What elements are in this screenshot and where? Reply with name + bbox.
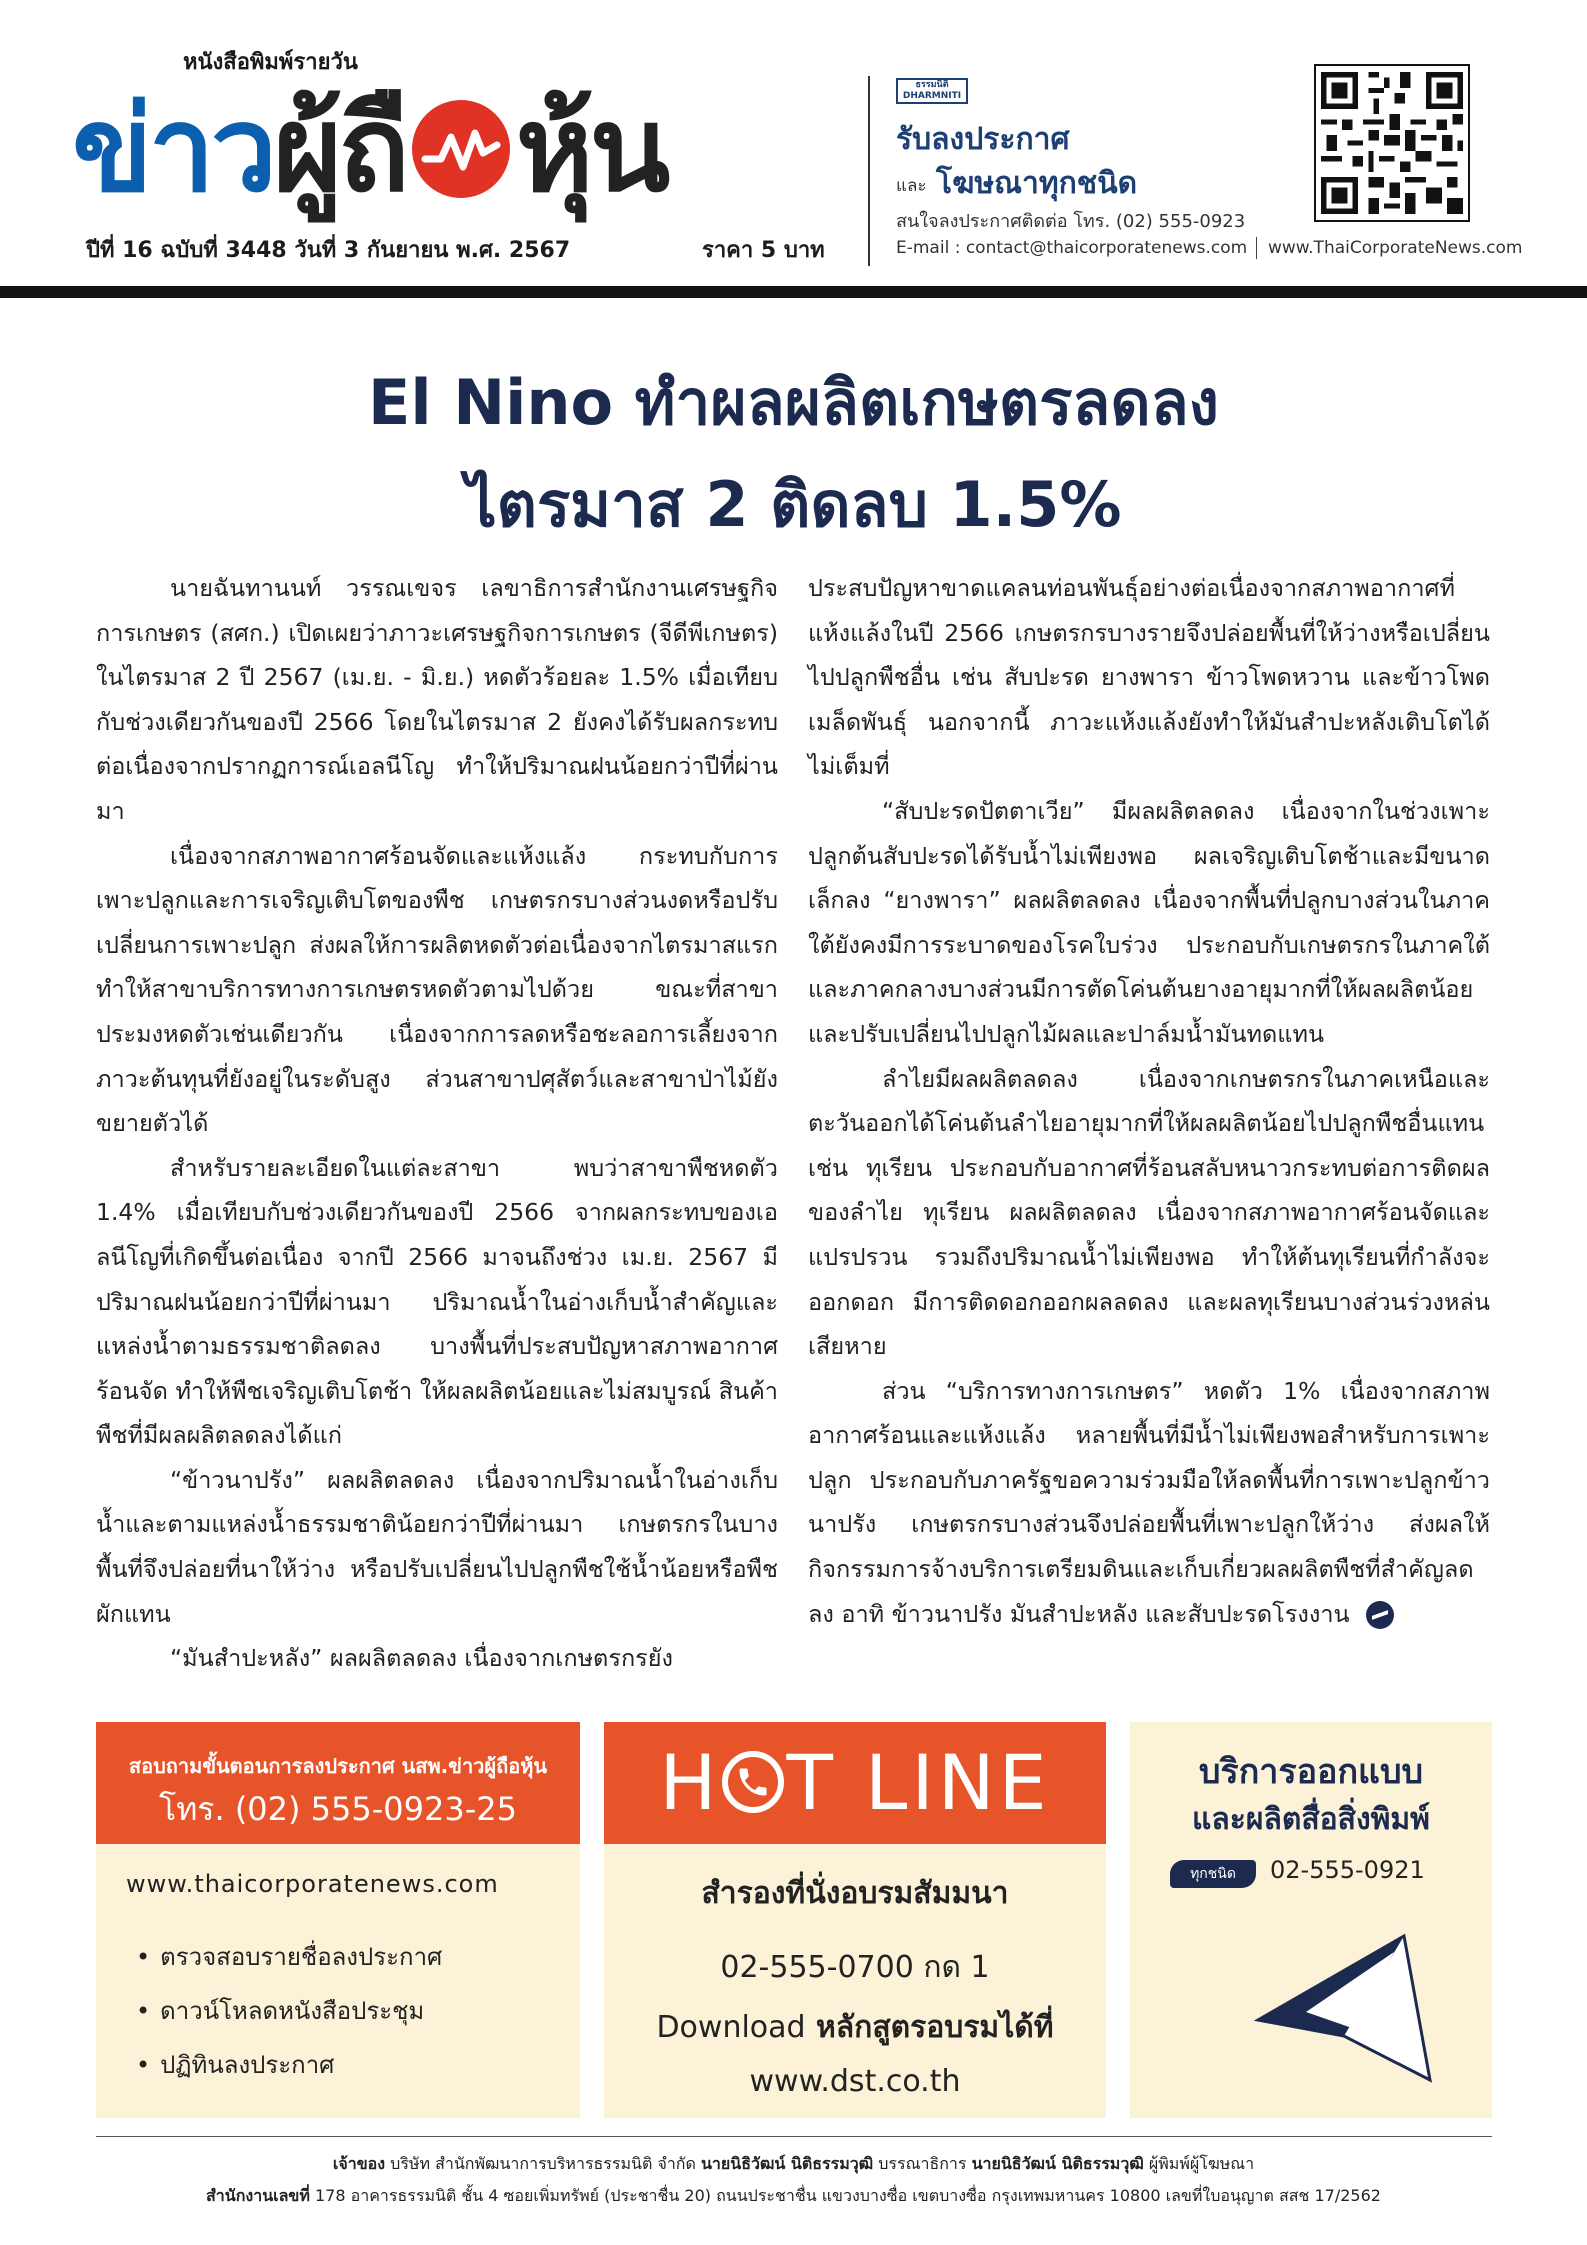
dharmniti-badge: [896, 78, 968, 104]
hotline-header: [604, 1722, 1106, 1844]
thaicorporatenews-link[interactable]: www.thaicorporatenews.com: [126, 1870, 499, 1898]
article-paragraph: ลำไยมีผลผลิตลดลง เนื่องจากเกษตรกรในภาคเหนือและตะวันออกได้โค่นต้นลำไยอายุมากที่ให้ผลผลิตน้อยไปปลูกพืชอื่นแทน เช่น ทุเรียน ประกอบกับอากาศที่ร้อนสลับหนาวกระทบต่อการติดผลของลำไย ทุเรียน ผลผลิตลดลง เนื่องจากสภาพอากาศร้อนจัดและแปรปรวน รวมถึงปริมาณน้ำไม่เพียงพอ ทำให้ต้นทุเรียนที่กำลังจะออกดอก มีการติดดอกออกผลลดลง และผลทุเรียนบางส่วนร่วงหล่นเสียหาย: [808, 1064, 1490, 1361]
design-service-phone: 02-555-0921: [1270, 1856, 1425, 1884]
article-paragraph: “ข้าวนาปรัง” ผลผลิตลดลง เนื่องจากปริมาณน้ำในอ่างเก็บน้ำและตามแหล่งน้ำธรรมชาติน้อยกว่าปีที่ผ่านมา เกษตรกรในบางพื้นที่จึงปล่อยที่นาให้ว่าง หรือปรับเปลี่ยนไปปลูกพืชใช้น้ำน้อยหรือพืชผักแทน: [96, 1465, 778, 1628]
editor-name: นายนิธิวัฒน์ นิติธรรมวุฒิ: [700, 2154, 874, 2173]
article-column-left: [96, 566, 778, 1681]
download-word: Download: [656, 2010, 806, 2045]
design-service-title: บริการออกแบบ: [1198, 1752, 1424, 1792]
article-end-icon: [1366, 1601, 1394, 1629]
design-service-subtitle: และผลิตสื่อสิ่งพิมพ์: [1192, 1802, 1430, 1837]
list-item: • ตรวจสอบรายชื่อลงประกาศ: [136, 1930, 442, 1984]
article-paragraph: “สับปะรดปัตตาเวีย” มีผลผลิตลดลง เนื่องจากในช่วงเพาะปลูกต้นสับปะรดได้รับน้ำไม่เพียงพอ ผลเจริญเติบโตช้าและมีขนาดเล็กลง “ยางพารา” ผลผลิตลดลง เนื่องจากพื้นที่ปลูกบางส่วนในภาคใต้ยังคงมีการระบาดของโรคใบร่วง ประกอบกับเกษตรกรในภาคใต้และภาคกลางบางส่วนมีการตัดโค่นต้นยางอายุมากที่ให้ผลผลิตน้อย และปรับเปลี่ยนไปปลูกไม้ผลและปาล์มน้ำมันทดแทน: [808, 796, 1490, 1048]
issue-info: ปีที่ 16 ฉบับที่ 3448 วันที่ 3 กันยายน พ.ศ. 2567: [86, 238, 571, 263]
masthead-rule: [0, 286, 1587, 298]
advert-separator: [1256, 237, 1257, 259]
announcement-box-title: สอบถามขั้นตอนการลงประกาศ นสพ.ข่าวผู้ถือหุ้น: [128, 1754, 548, 1778]
course-download-label: หลักสูตรอบรมได้ที่: [805, 2010, 1054, 2045]
advert-email[interactable]: E-mail : contact@thaicorporatenews.com: [896, 238, 1248, 258]
article-headline: [0, 352, 1587, 556]
hotline-letter-h: H: [659, 1738, 721, 1827]
office-address: 178 อาคารธรรมนิติ ชั้น 4 ซอยเพิ่มทรัพย์ (ประชาชื่น 20) ถนนประชาชื่น แขวงบางซื่อ เขตบางซื่อ กรุงเทพมหานคร 10800 เลขที่ใบอนุญาต สสช 17/2562: [309, 2186, 1381, 2205]
badge-text-thai: ธรรมนิติ: [915, 80, 949, 90]
hotline-box: [604, 1722, 1106, 2118]
seminar-booking-phone: 02-555-0700 กด 1: [720, 1950, 990, 1985]
footer-owner-line: [0, 2152, 1587, 2177]
owner-label: เจ้าของ: [332, 2154, 386, 2173]
logo-text-part3: หุ้น: [515, 80, 667, 218]
list-item: • ดาวน์โหลดหนังสือประชุม: [136, 1984, 442, 2038]
print-design-box: [1130, 1722, 1492, 2118]
office-label: สำนักงานเลขที่: [206, 2186, 310, 2205]
article-paragraph-last: [808, 1369, 1490, 1637]
publisher-name: นายนิธิวัฒน์ นิติธรรมวุฒิ: [971, 2154, 1144, 2173]
article-paragraph: ประสบปัญหาขาดแคลนท่อนพันธุ์อย่างต่อเนื่องจากสภาพอากาศที่แห้งแล้งในปี 2566 เกษตรกรบางรายจึงปล่อยพื้นที่ให้ว่างหรือเปลี่ยนไปปลูกพืชอื่น เช่น สับปะรด ยางพารา ข้าวโพดหวาน และข้าวโพดเมล็ดพันธุ์ นอกจากนี้ ภาวะแห้งแล้งยังทำให้มันสำปะหลังเติบโตได้ไม่เต็มที่: [808, 574, 1490, 781]
hotline-header-text: T LINE: [786, 1738, 1051, 1827]
announcement-service-box: [96, 1722, 580, 2118]
last-paragraph-text: ส่วน “บริการทางการเกษตร” หดตัว 1% เนื่องจากสภาพอากาศร้อนและแห้งแล้ง หลายพื้นที่มีน้ำไม่เพียงพอสำหรับการเพาะปลูก ประกอบกับภาครัฐขอความร่วมมือให้ลดพื้นที่การเพาะปลูกข้าวนาปรัง เกษตรกรบางส่วนจึงปล่อยพื้นที่เพาะปลูกให้ว่าง ส่งผลให้กิจกรรมการจ้างบริการเตรียมดินและเก็บเกี่ยวผลผลิตพืชที่สำคัญลดลง อาทิ ข้าวนาปรัง มันสำปะหลัง และสับปะรดโรงงาน: [808, 1376, 1490, 1628]
headline-line1: El Nino ทำผลผลิตเกษตรลดลง: [368, 366, 1219, 439]
issue-price: ราคา 5 บาท: [702, 238, 825, 263]
course-download-text: [604, 2004, 1106, 2051]
advert-subtitle-prefix: และ: [896, 176, 927, 196]
footer-rule: [96, 2136, 1492, 2137]
article-column-right: [808, 566, 1490, 1636]
phone-icon: [722, 1751, 784, 1813]
masthead-tagline: หนังสือพิมพ์รายวัน: [183, 50, 358, 75]
stock-chart-logo-icon: [412, 100, 510, 198]
all-kinds-badge: ทุกชนิด: [1170, 1860, 1256, 1888]
footer-office-line: [0, 2184, 1587, 2209]
advert-title: รับลงประกาศ: [896, 122, 1070, 157]
folded-paper-logo-icon: [1244, 1928, 1444, 2088]
seminar-booking-title: สำรองที่นั่งอบรมสัมมนา: [701, 1876, 1009, 1911]
publisher-role: ผู้พิมพ์ผู้โฆษณา: [1143, 2154, 1255, 2173]
editor-role: บรรณาธิการ: [873, 2154, 972, 2173]
advert-website-link[interactable]: www.ThaiCorporateNews.com: [1268, 238, 1523, 258]
list-item: • ปฏิทินลงประกาศ: [136, 2038, 442, 2092]
article-paragraph: เนื่องจากสภาพอากาศร้อนจัดและแห้งแล้ง กระทบกับการเพาะปลูกและการเจริญเติบโตของพืช เกษตรกรบางส่วนงดหรือปรับเปลี่ยนการเพาะปลูก ส่งผลให้การผลิตหดตัวต่อเนื่องจากไตรมาสแรก ทำให้สาขาบริการทางการเกษตรหดตัวตามไปด้วย ขณะที่สาขาประมงหดตัวเช่นเดียวกัน เนื่องจากการลดหรือชะลอการเลี้ยงจากภาวะต้นทุนที่ยังอยู่ในระดับสูง ส่วนสาขาปศุสัตว์และสาขาป่าไม้ยังขยายตัวได้: [96, 841, 778, 1138]
owner-text: บริษัท สำนักพัฒนาการบริหารธรรมนิติ จำกัด: [385, 2154, 701, 2173]
badge-text-en: DHARMNITI: [902, 91, 962, 101]
dst-website-link[interactable]: www.dst.co.th: [749, 2064, 961, 2099]
masthead: [0, 0, 1587, 290]
announcement-box-header: [96, 1722, 580, 1844]
masthead-divider: [868, 76, 870, 266]
article-paragraph: สำหรับรายละเอียดในแต่ละสาขา พบว่าสาขาพืชหดตัว 1.4% เมื่อเทียบกับช่วงเดียวกันของปี 2566 จากผลกระทบของเอลนีโญที่เกิดขึ้นต่อเนื่อง จากปี 2566 มาจนถึงช่วง เม.ย. 2567 มีปริมาณฝนน้อยกว่าปีที่ผ่านมา ปริมาณน้ำในอ่างเก็บน้ำสำคัญและแหล่งน้ำตามธรรมชาติลดลง บางพื้นที่ประสบปัญหาสภาพอากาศร้อนจัด ทำให้พืชเจริญเติบโตช้า ให้ผลผลิตน้อยและไม่สมบูรณ์ สินค้าพืชที่มีผลผลิตลดลงได้แก่: [96, 1153, 778, 1450]
advert-contact: สนใจลงประกาศติดต่อ โทร. (02) 555-0923: [896, 211, 1246, 232]
article-paragraph: นายฉันทานนท์ วรรณเขจร เลขาธิการสำนักงานเศรษฐกิจการเกษตร (สศก.) เปิดเผยว่าภาวะเศรษฐกิจการเกษตร (จีดีพีเกษตร) ในไตรมาส 2 ปี 2567 (เม.ย. - มิ.ย.) หดตัวร้อยละ 1.5% เมื่อเทียบกับช่วงเดียวกันของปี 2566 โดยในไตรมาส 2 ยังคงได้รับผลกระทบต่อเนื่องจากปรากฏการณ์เอลนีโญ ทำให้ปริมาณฝนน้อยกว่าปีที่ผ่านมา: [96, 574, 778, 825]
advert-subtitle: โฆษณาทุกชนิด: [936, 166, 1138, 201]
article-paragraph: “มันสำปะหลัง” ผลผลิตลดลง เนื่องจากเกษตรกรยัง: [170, 1644, 674, 1673]
headline-line2: ไตรมาส 2 ติดลบ 1.5%: [465, 468, 1122, 541]
logo-text-part2: ผู้ถื: [273, 80, 406, 218]
announcement-box-phone: โทร. (02) 555-0923-25: [159, 1790, 517, 1828]
qr-code-icon: [1314, 64, 1470, 222]
logo-text-part1: ข่าว: [72, 80, 274, 218]
newspaper-logo: [72, 58, 667, 218]
announcement-service-list: [136, 1930, 442, 2092]
